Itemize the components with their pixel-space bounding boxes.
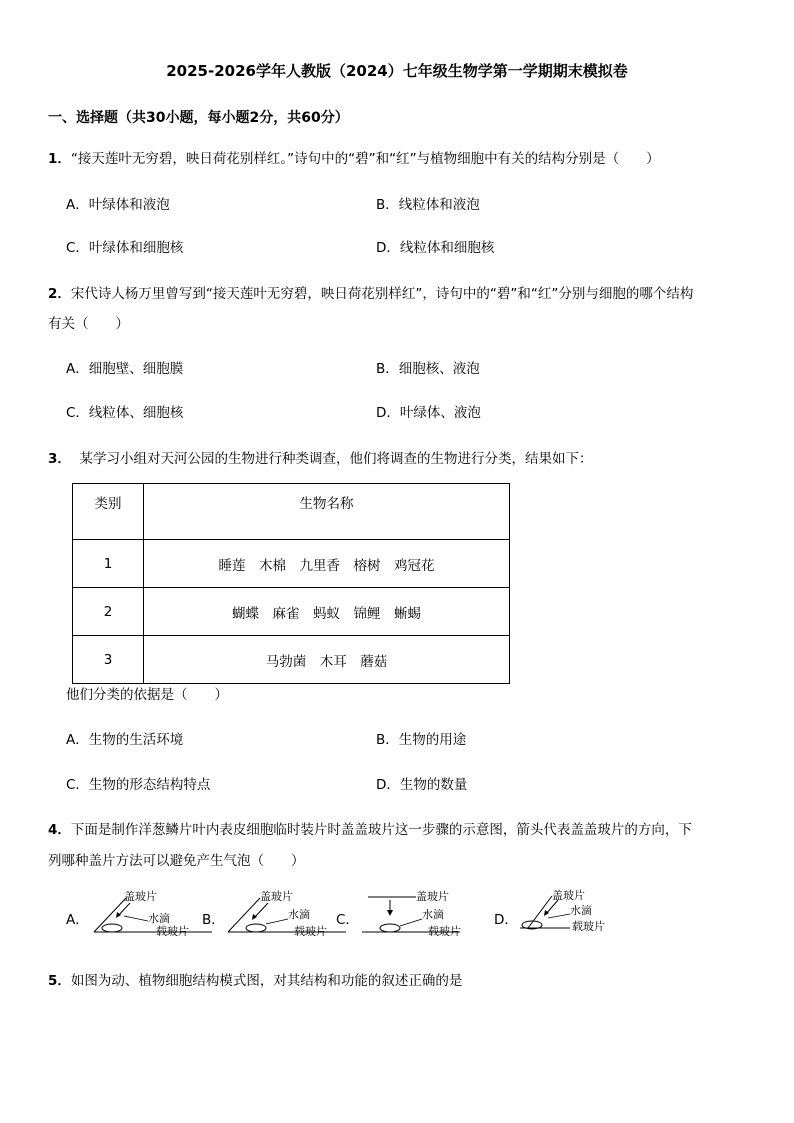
table-cell: 马勃菌 木耳 蘑菇 [144,636,510,684]
direction-arrow [254,903,268,918]
question-number: 3． [48,451,71,467]
option-a[interactable]: A．叶绿体和液泡 [66,197,170,213]
option-b[interactable]: B．线粒体和液泡 [376,197,480,213]
question-2 [48,282,693,302]
arrowhead [387,910,393,916]
question-3 [48,447,593,467]
coverslip-diagram-c [360,888,500,936]
label-cover-slip: 盖玻片 [124,890,157,903]
leader-line [548,914,570,918]
question-text-line2: 列哪种盖片方法可以避免产生气泡（ ） [48,853,305,869]
question-followup: 他们分类的依据是（ ） [66,687,228,703]
option-b[interactable]: B．生物的用途 [376,732,467,748]
label-water-drop: 水滴 [422,908,444,921]
option-b[interactable]: B．细胞核、液泡 [376,361,480,377]
option-c[interactable]: C． [336,912,359,928]
table-cell: 1 [73,540,144,588]
question-text: “接天莲叶无穷碧，映日荷花别样红。”诗句中的“碧”和“红”与植物细胞中有关的结构分别是（ ） [70,151,660,167]
table-cell: 2 [73,588,144,636]
label-slide: 载玻片 [428,925,461,936]
question-number: 5． [48,973,71,989]
option-d[interactable]: D． [494,912,518,928]
question-1 [48,147,660,167]
option-c[interactable]: C．线粒体、细胞核 [66,405,184,421]
label-water-drop: 水滴 [148,912,170,925]
label-slide: 载玻片 [572,920,605,933]
leader-line [124,916,148,921]
classification-table [72,483,510,684]
cover-slip-line [228,898,260,932]
water-drop [380,924,400,932]
table-cell: 3 [73,636,144,684]
option-b[interactable]: B． [202,912,225,928]
question-4 [48,818,692,838]
option-d[interactable]: D．线粒体和细胞核 [376,240,495,256]
table-row [73,636,510,684]
table-row [73,540,510,588]
option-c[interactable]: C．叶绿体和细胞核 [66,240,184,256]
leader-line [266,919,288,924]
coverslip-diagram-b [226,888,366,936]
water-drop [102,924,122,932]
question-number: 1． [48,151,71,167]
label-slide: 载玻片 [294,925,327,936]
water-drop [246,924,266,932]
label-water-drop: 水滴 [570,904,592,917]
question-number: 2． [48,286,71,302]
cover-slip-line [528,896,552,928]
label-cover-slip: 盖玻片 [416,890,449,903]
label-cover-slip: 盖玻片 [552,889,585,902]
table-header-row [73,484,510,540]
page-title: 2025-2026学年人教版（2024）七年级生物学第一学期期末模拟卷 [166,62,628,80]
table-cell: 蝴蝶 麻雀 蚂蚁 锦鲤 蜥蜴 [144,588,510,636]
option-d[interactable]: D．叶绿体、液泡 [376,405,481,421]
option-a[interactable]: A． [66,912,89,928]
question-text-line1: 宋代诗人杨万里曾写到“接天莲叶无穷碧，映日荷花别样红”，诗句中的“碧”和“红”分别与细胞的哪个结构 [70,286,694,302]
table-header-cell: 生物名称 [144,484,510,540]
question-5 [48,969,462,989]
leader-line [400,919,422,926]
section-heading: 一、选择题（共30小题，每小题2分，共60分） [48,110,349,126]
table-cell: 睡莲 木棉 九里香 榕树 鸡冠花 [144,540,510,588]
question-text-line2: 有关（ ） [48,316,129,332]
label-cover-slip: 盖玻片 [260,890,293,903]
coverslip-diagram-d [518,888,658,936]
question-number: 4． [48,822,71,838]
question-text-line1: 下面是制作洋葱鳞片叶内表皮细胞临时装片时盖盖玻片这一步骤的示意图，箭头代表盖盖玻片的方向，下 [70,822,692,838]
coverslip-diagram-a [92,888,232,936]
table-row [73,588,510,636]
label-slide: 载玻片 [156,925,189,936]
option-a[interactable]: A．细胞壁、细胞膜 [66,361,184,377]
question-text: 某学习小组对天河公园的生物进行种类调查，他们将调查的生物进行分类，结果如下： [79,451,593,467]
option-d[interactable]: D．生物的数量 [376,777,468,793]
label-water-drop: 水滴 [288,908,310,921]
question-text: 如图为动、植物细胞结构模式图，对其结构和功能的叙述正确的是 [70,973,463,989]
option-c[interactable]: C．生物的形态结构特点 [66,777,211,793]
option-a[interactable]: A．生物的生活环境 [66,732,184,748]
table-header-cell: 类别 [73,484,144,540]
